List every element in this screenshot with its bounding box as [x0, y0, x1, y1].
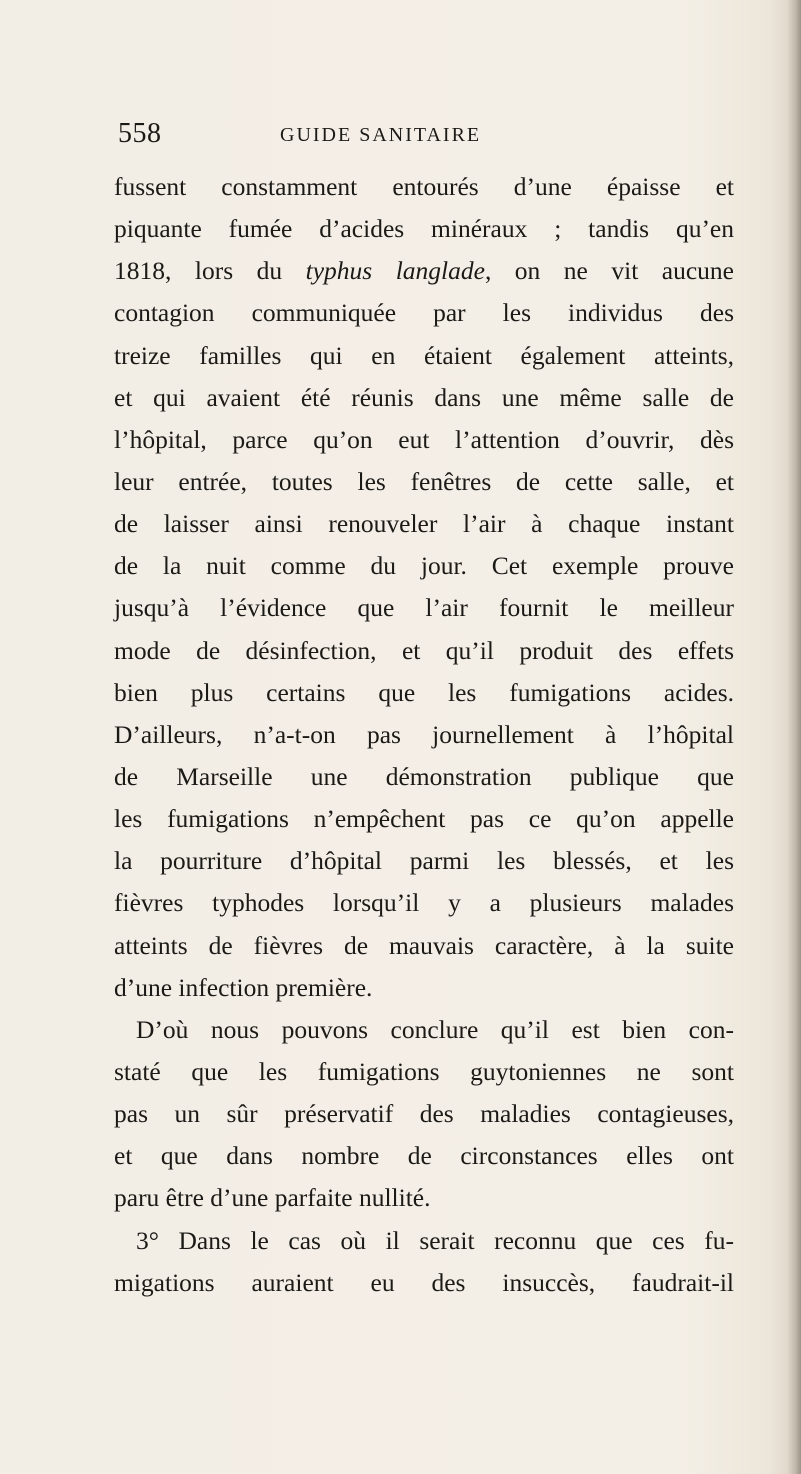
text-line: de la nuit comme du jour. Cet exemple prouve: [114, 551, 734, 581]
text-line: et que dans nombre de circonstances elles ont: [114, 1141, 734, 1171]
text-line: leur entrée, toutes les fenêtres de cette salle, et: [114, 466, 734, 496]
text-line: migations auraient eu des insuccès, faudrait-il: [114, 1267, 734, 1297]
italic-disease-name: typhus langlade: [305, 256, 485, 286]
text-line: l’hôpital, parce qu’on eut l’attention d’ouvrir, dès: [114, 424, 734, 454]
text-line: et qui avaient été réunis dans une même salle de: [114, 382, 734, 412]
text-line: D’où nous pouvons conclure qu’il est bien con-: [136, 1014, 734, 1044]
text-line: jusqu’à l’évidence que l’air fournit le meilleur: [114, 593, 734, 623]
page-edge-shadow: [787, 0, 801, 1474]
text-line: treize familles qui en étaient également atteints,: [114, 340, 734, 370]
text-line: staté que les fumigations guytoniennes ne sont: [114, 1056, 734, 1086]
text-line: de Marseille une démonstration publique que: [114, 761, 734, 791]
text-line: 3° Dans le cas où il serait reconnu que ces fu-: [136, 1225, 734, 1255]
page-number: 558: [118, 118, 162, 149]
text-line-start: 1818, lors du: [114, 256, 283, 286]
text-line: de laisser ainsi renouveler l’air à chaque instant: [114, 509, 734, 539]
text-line: la pourriture d’hôpital parmi les blessés, et les: [114, 846, 734, 876]
page-header: [118, 118, 678, 154]
text-line: pas un sûr préservatif des maladies contagieuses,: [114, 1099, 734, 1129]
text-line: atteints de fièvres de mauvais caractère, à la suite: [114, 930, 734, 960]
text-line-end: , on ne vit aucune: [484, 256, 734, 286]
text-line: piquante fumée d’acides minéraux ; tandis qu’en: [114, 214, 734, 244]
text-line: [114, 250, 734, 292]
running-title: GUIDE SANITAIRE: [280, 124, 482, 146]
text-line: fièvres typhodes lorsqu’il y a plusieurs malades: [114, 888, 734, 918]
text-line: d’une infection première.: [114, 972, 373, 1002]
text-line: fussent constamment entourés d’une épaisse et: [114, 172, 734, 201]
text-line: contagion communiquée par les individus des: [114, 298, 734, 328]
body-text: [114, 166, 734, 1304]
text-line: D’ailleurs, n’a-t-on pas journellement à l’hôpital: [114, 719, 734, 749]
text-line: mode de désinfection, et qu’il produit des effets: [114, 635, 734, 665]
text-line: les fumigations n’empêchent pas ce qu’on appelle: [114, 804, 734, 834]
text-line: paru être d’une parfaite nullité.: [114, 1183, 431, 1213]
text-line: bien plus certains que les fumigations acides.: [114, 677, 734, 707]
